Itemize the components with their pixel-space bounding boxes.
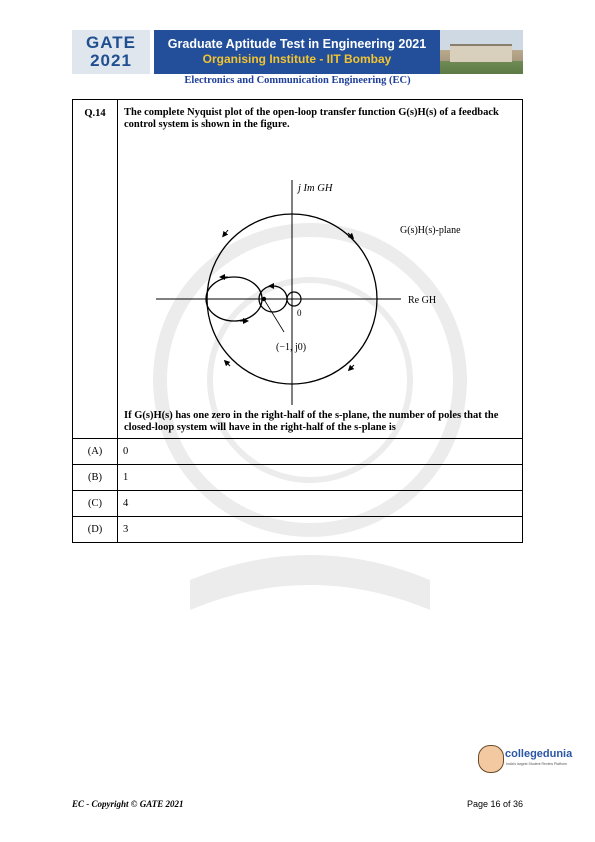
page-header: [72, 30, 523, 74]
mascot-icon: [478, 745, 504, 773]
option-row-b[interactable]: [73, 465, 523, 491]
page-number: Page 16 of 36: [467, 799, 524, 809]
gate-logo: [72, 30, 150, 74]
option-value: 4: [118, 491, 523, 517]
brand-name: collegedunia: [505, 748, 573, 760]
option-row-a[interactable]: [73, 439, 523, 465]
option-row-c[interactable]: [73, 491, 523, 517]
banner-title: Graduate Aptitude Test in Engineering 2021: [167, 37, 427, 51]
option-label: (A): [73, 439, 118, 465]
arrow-3: [350, 365, 354, 369]
brand-tagline: India's largest Student Review Platform: [506, 762, 567, 766]
nyquist-figure: [116, 135, 516, 410]
minus-one-point: [262, 297, 266, 301]
point-label: (−1, j0): [276, 342, 307, 353]
question-table: [72, 99, 523, 543]
option-label: (B): [73, 465, 118, 491]
collegedunia-logo: [478, 745, 573, 775]
exam-banner: [154, 30, 440, 74]
origin-label: 0: [297, 308, 302, 318]
option-label: (D): [73, 517, 118, 543]
question-stem: The complete Nyquist plot of the open-loop transfer function G(s)H(s) of a feedback control system is shown in the figure.: [124, 107, 499, 130]
gate-logo-word: GATE: [86, 33, 136, 52]
option-value: 3: [118, 517, 523, 543]
gate-logo-year: 2021: [90, 51, 132, 70]
re-axis-label: Re GH: [408, 295, 437, 306]
question-body: [118, 100, 523, 439]
option-label: (C): [73, 491, 118, 517]
option-value: 1: [118, 465, 523, 491]
arrow-1: [224, 230, 228, 235]
institute-photo: [440, 30, 523, 74]
question-number: Q.14: [73, 100, 118, 439]
option-value: 0: [118, 439, 523, 465]
copyright-text: EC - Copyright © GATE 2021: [72, 799, 184, 809]
paper-title: Electronics and Communication Engineering (EC): [184, 75, 411, 86]
im-axis-label: j Im GH: [298, 183, 333, 194]
plane-label: G(s)H(s)-plane: [400, 225, 461, 236]
arrow-4: [226, 362, 230, 366]
banner-subtitle: Organising Institute - IIT Bombay: [202, 52, 392, 66]
option-row-d[interactable]: [73, 517, 523, 543]
point-leader: [265, 301, 284, 332]
question-prompt: If G(s)H(s) has one zero in the right-half of the s-plane, the number of poles that the closed-loop system will have in the right-half of the s-plane is: [124, 410, 499, 433]
